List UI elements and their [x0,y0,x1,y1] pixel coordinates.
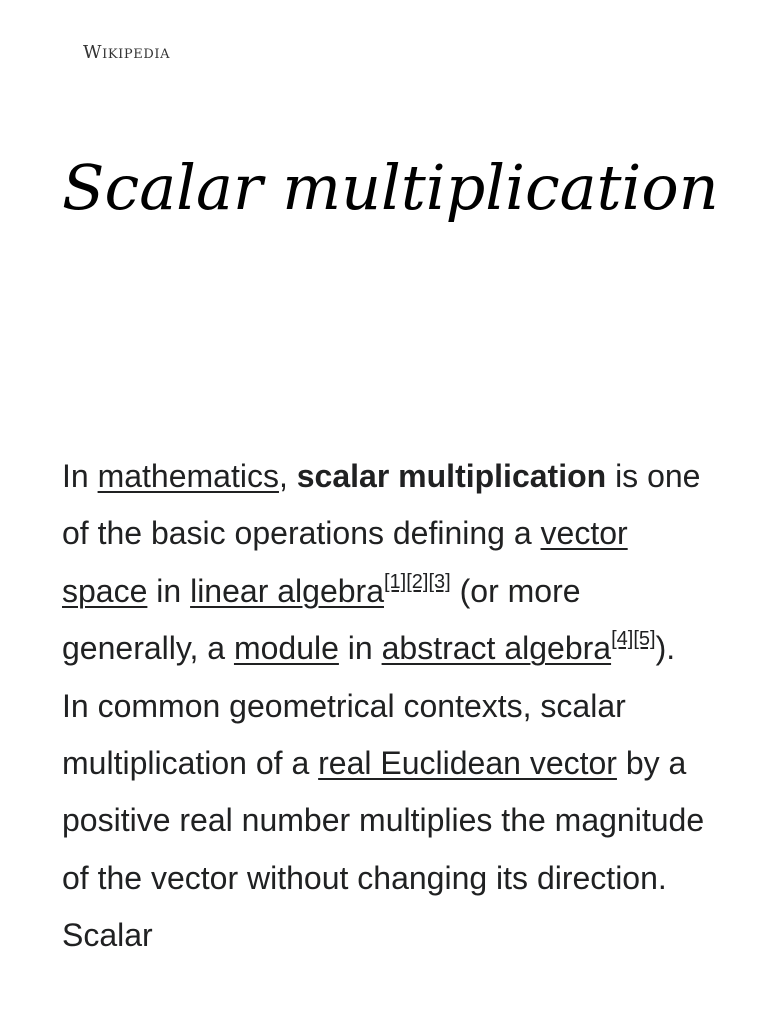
text-segment: in [338,630,382,667]
link-linear-algebra[interactable]: linear algebra [190,572,384,609]
reference-5[interactable]: [5] [633,628,656,651]
article-paragraph [62,448,706,965]
text-segment: in [147,572,191,609]
page-title: Scalar multiplication [62,151,719,224]
reference-4[interactable]: [4] [611,628,634,651]
text-segment: by a positive real number multiplies the magnitude of the vector without changing its direction. Scalar [62,745,705,954]
link-real-euclidean-vector[interactable]: real Euclidean vector [318,745,617,782]
wikipedia-wordmark[interactable]: Wikipedia [83,42,171,63]
link-mathematics[interactable]: mathematics [97,458,279,494]
text-segment: In [62,458,98,494]
text-segment: , [278,458,297,494]
bold-term: scalar multiplication [296,458,607,494]
text-segment: (or more generally, a [62,572,581,667]
link-module[interactable]: module [233,630,339,667]
reference-2[interactable]: [2] [406,570,429,593]
reference-3[interactable]: [3] [428,570,451,593]
reference-group [611,628,656,650]
text-segment: is one of the basic operations defining a [62,458,701,552]
reference-group [384,571,451,593]
link-vector-space[interactable]: vector space [62,515,628,609]
reference-1[interactable]: [1] [383,570,407,593]
text-segment: ). In common geometrical contexts, scalar multiplication of a [62,630,676,782]
link-abstract-algebra[interactable]: abstract algebra [381,630,612,667]
